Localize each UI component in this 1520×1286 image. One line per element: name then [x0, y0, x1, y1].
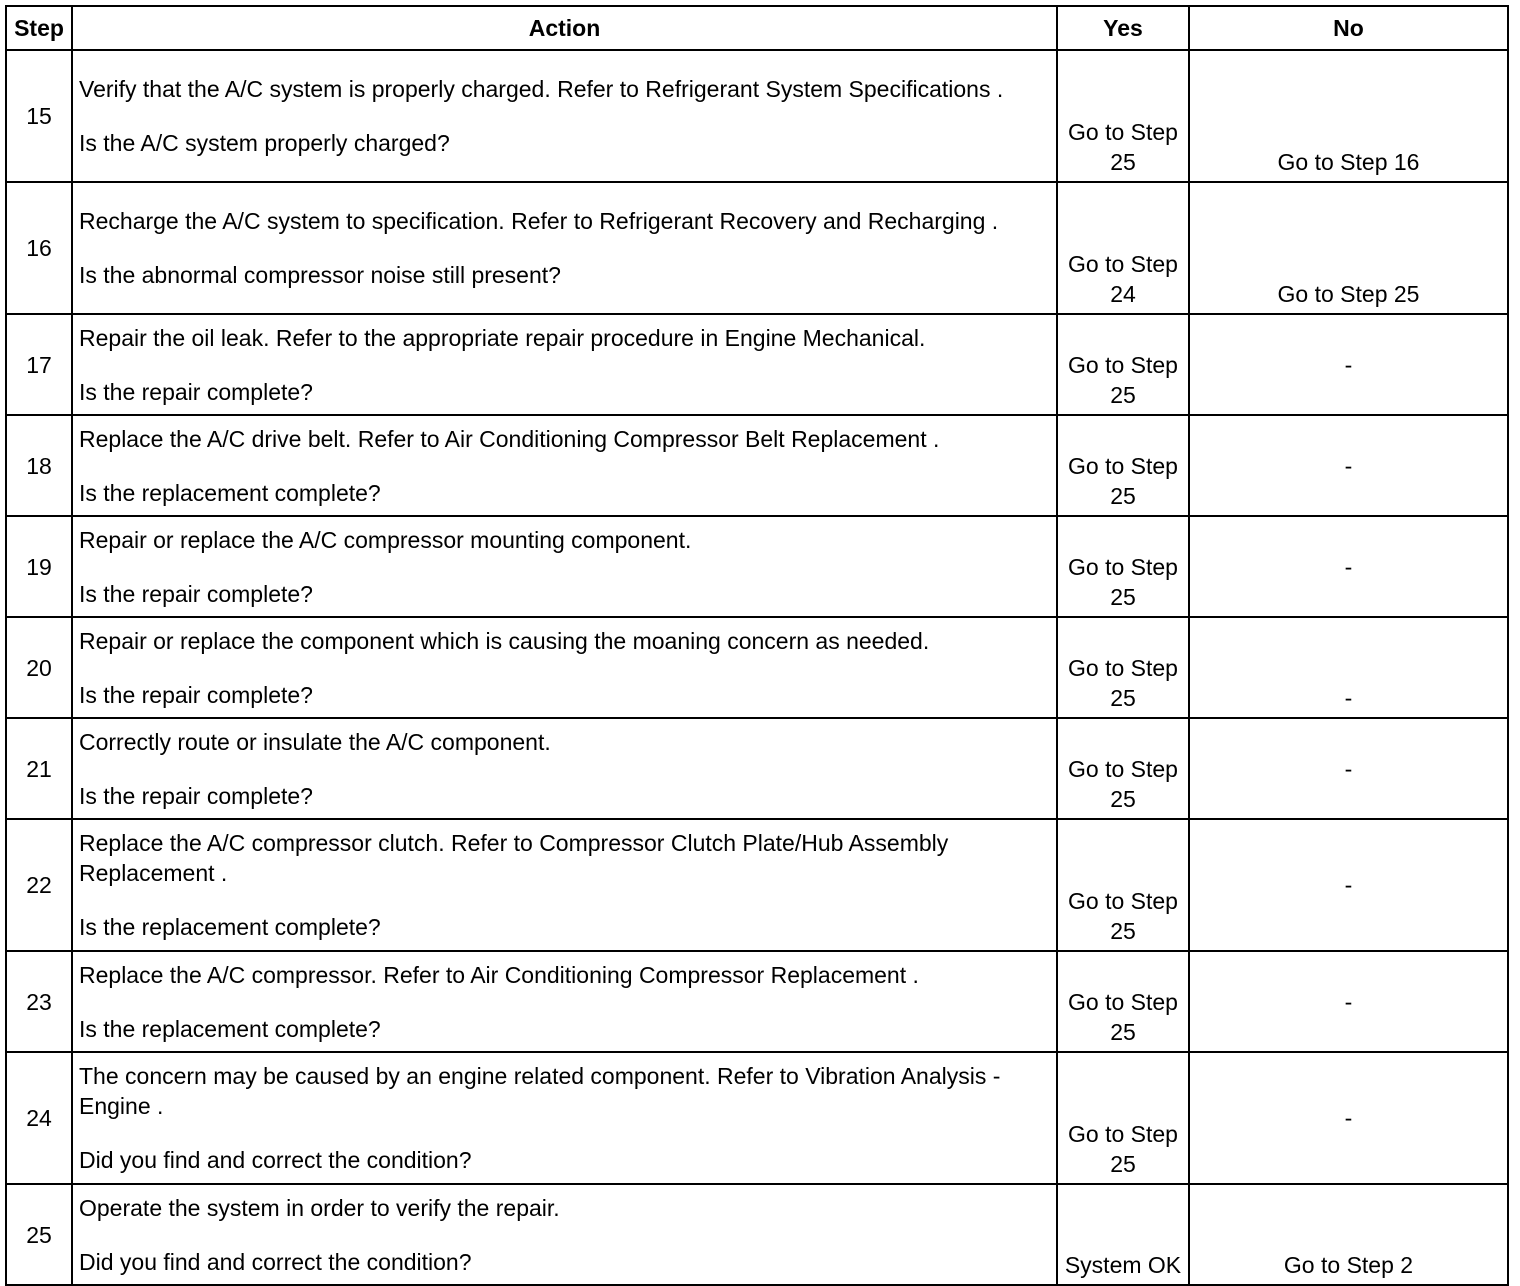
no-result: -	[1189, 617, 1508, 718]
step-number: 22	[6, 819, 72, 951]
no-result: -	[1189, 951, 1508, 1052]
action-cell	[72, 182, 1057, 314]
header-step: Step	[6, 6, 72, 50]
yes-result: Go to Step 25	[1057, 1052, 1189, 1184]
table-row	[6, 718, 1508, 819]
action-cell	[72, 718, 1057, 819]
action-text: Replace the A/C drive belt. Refer to Air Conditioning Compressor Belt Replacement .	[79, 425, 940, 452]
yes-result: Go to Step 25	[1057, 718, 1189, 819]
table-row	[6, 415, 1508, 516]
action-cell	[72, 951, 1057, 1052]
table-row	[6, 314, 1508, 415]
action-cell	[72, 1184, 1057, 1285]
step-number: 17	[6, 314, 72, 415]
table-row	[6, 1184, 1508, 1285]
diagnostic-table	[5, 5, 1509, 1286]
no-result: -	[1189, 516, 1508, 617]
no-result: -	[1189, 718, 1508, 819]
action-text: Repair the oil leak. Refer to the appropriate repair procedure in Engine Mechanical.	[79, 324, 926, 351]
yes-result: Go to Step 25	[1057, 819, 1189, 951]
action-question: Did you find and correct the condition?	[79, 1248, 472, 1275]
yes-result: Go to Step 25	[1057, 314, 1189, 415]
action-question: Did you find and correct the condition?	[79, 1147, 472, 1173]
step-number: 24	[6, 1052, 72, 1184]
table-row	[6, 819, 1508, 951]
table-row	[6, 50, 1508, 182]
step-number: 21	[6, 718, 72, 819]
table-row	[6, 516, 1508, 617]
action-question: Is the A/C system properly charged?	[79, 130, 450, 156]
action-cell	[72, 819, 1057, 951]
step-number: 20	[6, 617, 72, 718]
yes-result: Go to Step 25	[1057, 617, 1189, 718]
action-cell	[72, 415, 1057, 516]
action-text: Verify that the A/C system is properly charged. Refer to Refrigerant System Specifications .	[79, 76, 1004, 102]
no-result: -	[1189, 1052, 1508, 1184]
yes-result: Go to Step 24	[1057, 182, 1189, 314]
action-text: Recharge the A/C system to specification. Refer to Refrigerant Recovery and Recharging .	[79, 208, 999, 234]
action-text: Operate the system in order to verify the repair.	[79, 1194, 560, 1221]
action-question: Is the replacement complete?	[79, 479, 381, 506]
yes-result: Go to Step 25	[1057, 516, 1189, 617]
no-result: Go to Step 16	[1189, 50, 1508, 182]
table-row	[6, 182, 1508, 314]
action-cell	[72, 516, 1057, 617]
no-result: -	[1189, 415, 1508, 516]
action-text: Replace the A/C compressor. Refer to Air Conditioning Compressor Replacement .	[79, 961, 919, 988]
table-row	[6, 617, 1508, 718]
header-action: Action	[72, 6, 1057, 50]
no-result: Go to Step 2	[1189, 1184, 1508, 1285]
step-number: 23	[6, 951, 72, 1052]
header-row	[6, 6, 1508, 50]
action-text: The concern may be caused by an engine related component. Refer to Vibration Analysis - Engine .	[79, 1063, 1001, 1119]
table-row	[6, 951, 1508, 1052]
action-text: Replace the A/C compressor clutch. Refer to Compressor Clutch Plate/Hub Assembly Replacement .	[79, 830, 949, 886]
yes-result: Go to Step 25	[1057, 415, 1189, 516]
action-question: Is the repair complete?	[79, 378, 313, 405]
header-yes: Yes	[1057, 6, 1189, 50]
step-number: 15	[6, 50, 72, 182]
action-cell	[72, 617, 1057, 718]
yes-result: System OK	[1057, 1184, 1189, 1285]
action-text: Repair or replace the component which is causing the moaning concern as needed.	[79, 627, 930, 654]
step-number: 18	[6, 415, 72, 516]
action-cell	[72, 50, 1057, 182]
yes-result: Go to Step 25	[1057, 50, 1189, 182]
table-row	[6, 1052, 1508, 1184]
action-question: Is the repair complete?	[79, 782, 313, 809]
action-cell	[72, 314, 1057, 415]
action-cell	[72, 1052, 1057, 1184]
no-result: -	[1189, 314, 1508, 415]
action-text: Correctly route or insulate the A/C component.	[79, 728, 551, 755]
step-number: 25	[6, 1184, 72, 1285]
action-question: Is the abnormal compressor noise still present?	[79, 262, 561, 288]
action-question: Is the repair complete?	[79, 681, 313, 708]
step-number: 16	[6, 182, 72, 314]
no-result: Go to Step 25	[1189, 182, 1508, 314]
yes-result: Go to Step 25	[1057, 951, 1189, 1052]
action-question: Is the replacement complete?	[79, 1015, 381, 1042]
step-number: 19	[6, 516, 72, 617]
header-no: No	[1189, 6, 1508, 50]
action-text: Repair or replace the A/C compressor mounting component.	[79, 526, 692, 553]
action-question: Is the repair complete?	[79, 580, 313, 607]
no-result: -	[1189, 819, 1508, 951]
action-question: Is the replacement complete?	[79, 914, 381, 940]
